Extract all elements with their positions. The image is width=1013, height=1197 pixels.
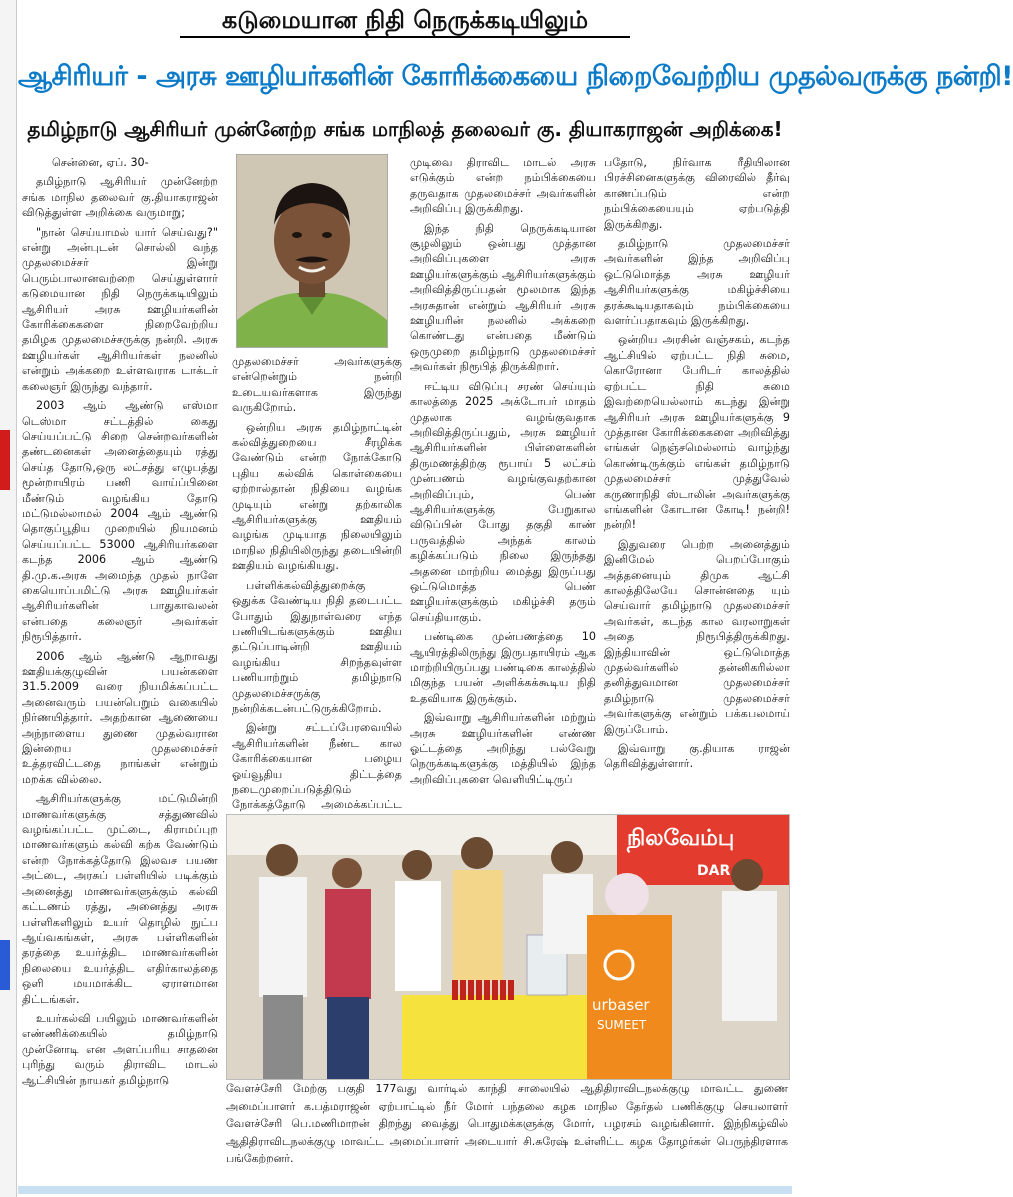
paragraph: "நான் செய்யாமல் யார் செய்வது?" என்று அன்புடன் சொல்லி வந்த முதலமைச்சர் இன்று பெரும்பாலானவற்றை செய்துள்ளார் கடுமையான நிதி நெருக்கடியிலும் ஆசிரியர் அரசு ஊழியர்களின் கோரிக்கைகளை நிறைவேற்றிய தமிழக முதலமைச்சருக்கு நன்றி. அரசு ஊழியர்கள் ஆசிரியர்கள் நலனில் என்றும் அக்கறை உள்ளவராக டாக்டர் கலைஞர் இருந்து வந்தார். (22, 225, 218, 393)
paragraph: தமிழ்நாடு ஆசிரியர் முன்னேற்ற சங்க மாநில தலைவர் கு.தியாகராஜன் விடுத்துள்ள அறிக்கை வருமாறு; (22, 175, 218, 220)
bottom-rule (18, 1186, 792, 1194)
photo-caption: வேளச்சேரி மேற்கு பகுதி 177வது வார்டில் காந்தி சாலையில் ஆதிதிராவிடநலக்குழு மாவட்ட துணை அமைப்பாளர் க.பத்மராஜன் ஏற்பாட்டில் நீர் மோர் பந்தலை கழக மாநில தேர்தல் பணிக்குழு செயலாளர் வேளச்சேரி பெ.மணிமாறன் திறந்து வைத்து பொதுமக்களுக்கு மோர், பழரசம் வழங்கினார். இந்நிகழ்வில் ஆதிதிராவிடநலக்குழு மாவட்ட அமைப்பாளர் அடையார் சி.சுரேஷ் உள்ளிட்ட கழக தோழர்கள் பெருந்திரளாக பங்கேற்றனர். (226, 1082, 788, 1165)
main-headline: ஆசிரியர் - அரசு ஊழியர்களின் கோரிக்கையை நிறைவேற்றிய முதல்வருக்கு நன்றி! (18, 61, 1013, 92)
paragraph: ஈட்டிய விடுப்பு சரண் செய்யும் காலத்தை 2025 அக்டோபர் மாதம் முதலாக வழங்குவதாக அறிவித்திருப்பதும், அரசு ஊழியர் ஆசிரியர்களின் பிள்ளைகளின் திருமணத்திற்கு ரூபாய் 5 லட்சம் முன்பணம் வழங்குவதற்கான அறிவிப்பும், பெண் ஆசிரியர்களுக்கு பேறுகால விடுப்பின் போது தகுதி காண் பருவத்தில் அந்தக் காலம் கழிக்கப்படும் நிலை இருந்தது அதனை மாற்றிய மைத்து இருப்பது ஒட்டுமொத்த பெண் ஊழியர்களுக்கும் மகிழ்ச்சி தரும் செய்தியாகும். (410, 379, 596, 624)
portrait-illustration (237, 155, 387, 347)
dateline: சென்னை, ஏப். 30- (52, 156, 149, 169)
author-portrait (236, 154, 388, 348)
event-photo (226, 814, 790, 1080)
paragraph: முதலமைச்சர் அவர்களுக்கு என்றென்றும் நன்றி உடையவர்களாக இருந்து வருகிறோம். (232, 355, 402, 415)
paragraph: ஒன்றிய அரசின் வஞ்சகம், கடந்த ஆட்சியில் ஏற்பட்ட நிதி சுமை, கொரோனா பேரிடர் காலத்தில் ஏற்பட்ட நிதி சுமை இவற்றையெல்லாம் கடந்து இன்று ஆசிரியர் அரசு ஊழியர்களுக்கு 9 முத்தான கோரிக்கைகளை அறிவித்து எங்கள் நெஞ்சமெல்லாம் வாழ்ந்து கொண்டிருக்கும் எங்கள் தமிழ்நாடு முதலமைச்சர் முத்துவேல் கருணாநிதி ஸ்டாலின் அவர்களுக்கு எங்களின் கோடான கோடி! நன்றி! நன்றி! (604, 333, 790, 532)
paragraph: 2003 ஆம் ஆண்டு எஸ்மா டெஸ்மா சட்டத்தில் கைது செய்யப்பட்டு சிறை சென்றவர்களின் தண்டனைகள் அனைத்தையும் ரத்து செய்த தோடு,ஒரு லட்சத்து எழுபத்து மூன்றாயிரம் பணி வாய்ப்பினை மீண்டும் வழங்கிய தோடு மட்டுமல்லாமல் 2004 ஆம் ஆண்டு தொகுப்பூதிய முறையில் நியமனம் செய்யப்பட்ட 53000 ஆசிரியர்களை கடந்த 2006 ஆம் ஆண்டு தி.மு.க.அரசு அமைந்த முதல் நாளே கையொப்பமிட்டு அரசு ஊழியர்கள் ஆசிரியர்களின் பாதுகாவலன் என்பதை கலைஞர் அவர்கள் நிரூபித்தார். (22, 399, 218, 644)
paragraph: பண்டிகை முன்பணத்தை 10 ஆயிரத்திலிருந்து இருபதாயிரம் ஆக மாற்றியிருப்பது பண்டிகை காலத்தில் மிகுந்த பயன் அளிக்கக்கூடிய நிதி உதவியாக இருக்கும். (410, 630, 596, 705)
paragraph: இவ்வாறு ஆசிரியர்களின் மற்றும் அரசு ஊழியர்களின் எண்ண ஓட்டத்தை அறிந்து பல்வேறு நெருக்கடிகளுக்கு மத்தியில் இந்த அறிவிப்புகளை வெளியிட்டிருப் (410, 711, 596, 786)
paragraph: ஆசிரியர்களுக்கு மட்டுமின்றி மாணவர்களுக்கு சத்துணவில் வழங்கப்பட்ட முட்டை, கிராமப்புற மாணவர்களும் கல்வி கற்க வேண்டும் என்ற நோக்கத்தோடு இலவச பயண அட்டை, அரசுப் பள்ளியில் படிக்கும் அனைத்து மாணவர்களுக்கும் கல்வி கட்டணம் ரத்து, அனைத்து அரசு பள்ளிகளிலும் உயர் தொழில் நுட்ப ஆய்வகங்கள், அரசு பள்ளிகளின் தரத்தை உயர்த்திட மாணவர்களின் நிலையை உயர்த்திட எதிர்காலத்தை ஒளி மயமாக்கிட ஏராளமான திட்டங்கள். (22, 792, 218, 1006)
paragraph: இவ்வாறு கு.தியாக ராஜன் தெரிவித்துள்ளார். (604, 742, 790, 771)
paragraph: 2006 ஆம் ஆண்டு ஆறாவது ஊதியக்குழுவின் பயன்களை 31.5.2009 வரை நியமிக்கப்பட்ட அனைவரும் பயன்பெறும் வகையில் நிர்ணயித்தார். அதற்கான ஆணையை அந்நாளைய துணை முதல்வரான இன்றைய முதலமைச்சர் உத்தரவிட்டதை நாங்கள் என்றும் மறக்க வில்லை. (22, 649, 218, 786)
person-1 (259, 844, 307, 1079)
event-photo-illustration (227, 815, 789, 1079)
article-column-3 (410, 155, 596, 810)
adjacent-column-edge (0, 0, 17, 1197)
gutter-blue-mark (0, 940, 10, 990)
banner-small-text: DAR (697, 863, 731, 879)
paragraph: இந்த நிதி நெருக்கடியான சூழலிலும் ஒன்பது முத்தான அறிவிப்புகளை அரசு ஊழியர்களுக்கும் ஆசிரியர்களுக்கும் அறிவித்திருப்பதன் மூலமாக இந்த அரசுதான் என்றும் ஆசிரியர் அரசு ஊழியரின் நலனில் அக்கறை கொண்டது என்பதை மீண்டும் ஒருமுறை தமிழ்நாடு முதலமைச்சர் அவர்கள் நிரூபித் திருக்கிறார். (410, 221, 596, 374)
paragraph: தமிழ்நாடு முதலமைச்சர் அவர்களின் இந்த அறிவிப்பு ஒட்டுமொத்த அரசு ஊழியர் ஆசிரியர்களுக்கு மகிழ்ச்சியை தரக்கூடியதாகவும் நம்பிக்கையை வளர்ப்பதாகவும் இருக்கிறது. (604, 237, 790, 328)
article-column-2 (232, 354, 402, 812)
gutter-red-mark (0, 430, 10, 490)
person-2 (325, 858, 371, 1079)
paragraph: ஒன்றிய அரசு தமிழ்நாட்டின் கல்வித்துறையை சீரழிக்க வேண்டும் என்ற நோக்கோடு புதிய கல்விக் கொள்கையை ஏற்றால்தான் நிதியை வழங்க முடியும் என்று தற்காலிக ஆசிரியர்களுக்கு ஊதியம் வழங்க முடியாத நிலையிலும் மாநில நிதியிலிருந்து தடையின்றி ஊதியம் வழங்கியது. (232, 420, 402, 573)
paragraph: பள்ளிக்கல்வித்துறைக்கு ஒதுக்க வேண்டிய நிதி தடைபட்ட போதும் இதுநாள்வரை எந்த பணியிடங்களுக்கும் ஊதிய தட்டுப்பாடின்றி ஊதியம் வழங்கிய சிறந்தவுள்ள பணியாற்றும் தமிழ்நாடு முதலமைச்சருக்கு நன்றிக்கடன்பட்டுருக்கிறோம். (232, 578, 402, 715)
paragraph: உயர்கல்வி பயிலும் மாணவர்களின் எண்ணிக்கையில் தமிழ்நாடு முன்னோடி என அளப்பரிய சாதனை புரிந்து வரும் திராவிட மாடல் ஆட்சியின் நாயகர் தமிழ்நாடு (22, 1011, 218, 1087)
paragraph: முடிவை திராவிட மாடல் அரசு எடுக்கும் என்ற நம்பிக்கையை தருவதாக முதலமைச்சர் அவர்களின் அறிவிப்பு இருக்கிறது. (410, 156, 596, 216)
paragraph: பதோடு, நிர்வாக ரீதியிலான பிரச்சினைகளுக்கு விரைவில் தீர்வு காணப்படும் என்ற நம்பிக்கையையும் ஏற்படுத்தி இருக்கிறது. (604, 156, 790, 231)
kicker-headline: கடுமையான நிதி நெருக்கடியிலும் (180, 4, 630, 38)
article-column-4 (604, 155, 790, 810)
subheadline: தமிழ்நாடு ஆசிரியர் முன்னேற்ற சங்க மாநிலத் தலைவர் கு. தியாகராஜன் அறிக்கை! (27, 117, 783, 141)
banner-text: நிலவேம்பு (627, 826, 735, 851)
vest-brand-text: urbaser (592, 996, 650, 1014)
vest-brand-text-2: SUMEET (597, 1018, 647, 1032)
article-column-1 (22, 155, 218, 1190)
paragraph: இன்று சட்டப்பேரவையில் ஆசிரியர்களின் நீண்ட கால கோரிக்கையான பழைய ஓய்வூதிய திட்டத்தை நடைமுறைப்படுத்திடும் நோக்கத்தோடு அமைக்கப்பட்ட (232, 721, 402, 812)
paragraph: இதுவரை பெற்ற அனைத்தும் இனிமேல் பெறப்போகும் அத்தனையும் திமுக ஆட்சி காலத்திலேயே சொன்னதை யும் செய்வார் தமிழ்நாடு முதலமைச்சர் அவர்கள், கடந்த கால வரலாறுகள் அதை நிரூபித்திருக்கிறது. இந்தியாவின் ஒட்டுமொத்த முதல்வர்களில் தன்னிகரில்லா தனித்துவமான முதலமைச்சர் தமிழ்நாடு முதலமைச்சர் அவர்களுக்கு என்றும் பக்கபலமாய் இருப்போம். (604, 537, 790, 736)
